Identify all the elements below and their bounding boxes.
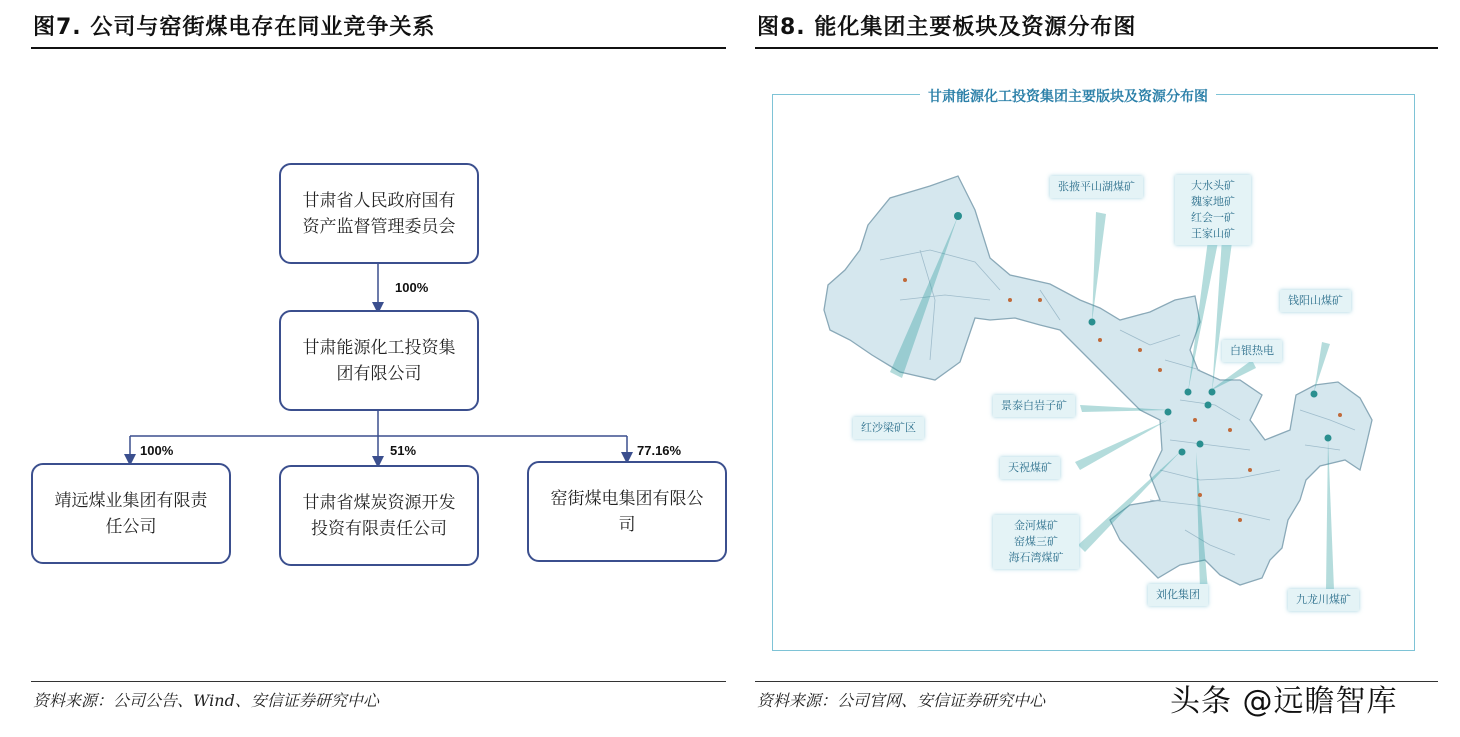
map-title: 甘肃能源化工投资集团主要版块及资源分布图 <box>920 86 1216 106</box>
edge-label-mid-center: 51% <box>390 443 417 458</box>
figure7-source: 资料来源：公司公告、Wind、安信证券研究中心 <box>33 691 379 710</box>
callout-jiulong: 九龙川煤矿 <box>1288 589 1359 611</box>
callout-jingtai: 景泰白岩子矿 <box>993 395 1075 417</box>
callout-liuhua: 刘化集团 <box>1148 584 1208 606</box>
callout-hongsha: 红沙梁矿区 <box>853 417 924 439</box>
callout-dashuitou-1: 大水头矿 <box>1191 179 1235 192</box>
callout-dashuitou-2: 魏家地矿 <box>1191 195 1235 208</box>
callout-jinhe-2: 窑煤三矿 <box>1014 535 1058 548</box>
callout-dashuitou-3: 红会一矿 <box>1191 211 1235 224</box>
edge-label-mid-left: 100% <box>140 443 174 458</box>
callout-jinhe <box>993 515 1079 569</box>
callout-baiyin: 白银热电 <box>1222 340 1282 362</box>
node-jingyuan: 靖远煤业集团有限责任公司 <box>31 463 231 564</box>
node-yaojie: 窑街煤电集团有限公司 <box>527 461 727 562</box>
callout-dashuitou-4: 王家山矿 <box>1191 227 1235 240</box>
callout-jinhe-1: 金河煤矿 <box>1014 519 1058 532</box>
callout-jinhe-3: 海石湾煤矿 <box>1008 551 1064 564</box>
node-energy-group: 甘肃能源化工投资集团有限公司 <box>279 310 479 411</box>
node-sasac: 甘肃省人民政府国有资产监督管理委员会 <box>279 163 479 264</box>
callout-zhangye: 张掖平山湖煤矿 <box>1050 176 1143 198</box>
figure8-source: 资料来源：公司官网、安信证券研究中心 <box>757 691 1046 710</box>
callout-dashuitou <box>1175 175 1251 245</box>
callout-tianzhu: 天祝煤矿 <box>1000 457 1060 479</box>
node-coal-resource: 甘肃省煤炭资源开发投资有限责任公司 <box>279 465 479 566</box>
watermark: 头条 @远瞻智库 <box>1170 684 1398 719</box>
callout-qianyang: 钱阳山煤矿 <box>1280 290 1351 312</box>
figure7-title: 图7. 公司与窑街煤电存在同业竞争关系 <box>33 15 436 40</box>
edge-label-mid-right: 77.16% <box>637 443 682 458</box>
figure8-title: 图8. 能化集团主要板块及资源分布图 <box>757 15 1137 40</box>
edge-label-top-mid: 100% <box>395 280 429 295</box>
